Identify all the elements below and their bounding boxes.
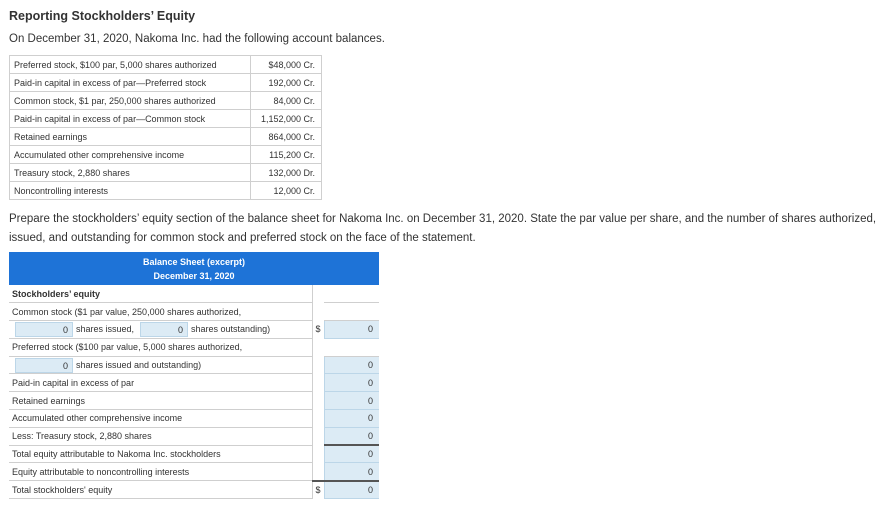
nci-row — [9, 463, 379, 481]
balance-row — [10, 164, 322, 182]
balance-account-label: Accumulated other comprehensive income — [10, 146, 251, 164]
preferred-shares-row — [9, 356, 379, 374]
aoci-label: Accumulated other comprehensive income — [9, 410, 312, 428]
balance-row — [10, 110, 322, 128]
balance-row — [10, 56, 322, 74]
apic-label: Paid-in capital in excess of par — [9, 374, 312, 392]
total-nakoma-row — [9, 445, 379, 463]
balance-account-label: Paid-in capital in excess of par—Common stock — [10, 110, 251, 128]
instructions-text: Prepare the stockholders’ equity section of the balance sheet for Nakoma Inc. on December 31, 2020. State the par value per share, and the number of shares authorized, issued, and outstanding for common stock and preferred stock on the face of the statement. — [9, 213, 877, 244]
balance-amount: 132,000 Dr. — [251, 164, 322, 182]
common-shares-issued-input[interactable]: 0 — [15, 322, 73, 337]
balance-amount: 84,000 Cr. — [251, 92, 322, 110]
balance-account-label: Retained earnings — [10, 128, 251, 146]
common-stock-amount-input[interactable]: 0 — [324, 321, 379, 339]
problem-heading: Reporting Stockholders’ Equity — [9, 9, 196, 23]
balance-row — [10, 146, 322, 164]
balance-row — [10, 74, 322, 92]
preferred-stock-row — [9, 338, 379, 356]
common-dollar-sign: $ — [315, 324, 321, 335]
treasury-stock-amount-input[interactable]: 0 — [324, 427, 379, 445]
apic-amount-input[interactable]: 0 — [324, 374, 379, 392]
nci-amount-input[interactable]: 0 — [324, 463, 379, 481]
treasury-stock-label: Less: Treasury stock, 2,880 shares — [9, 427, 312, 445]
account-balances-table — [9, 55, 322, 200]
balance-amount: 192,000 Cr. — [251, 74, 322, 92]
retained-earnings-label: Retained earnings — [9, 392, 312, 410]
preferred-stock-label: Preferred stock ($100 par value, 5,000 shares authorized, — [9, 338, 312, 356]
balance-sheet-title: Balance Sheet (excerpt) — [142, 257, 246, 267]
balance-row — [10, 182, 322, 200]
total-equity-label: Total stockholders' equity — [9, 481, 312, 499]
total-equity-row — [9, 481, 379, 499]
preferred-shares-label: shares issued and outstanding) — [76, 360, 202, 371]
common-stock-row — [9, 303, 379, 321]
total-equity-amount-input[interactable]: 0 — [324, 481, 379, 499]
balance-sheet-table — [9, 285, 379, 499]
balance-amount: 1,152,000 Cr. — [251, 110, 322, 128]
retained-earnings-amount-input[interactable]: 0 — [324, 392, 379, 410]
section-label: Stockholders’ equity — [9, 285, 312, 303]
section-row — [9, 285, 379, 303]
balance-row — [10, 128, 322, 146]
balance-amount: 115,200 Cr. — [251, 146, 322, 164]
balance-amount: $48,000 Cr. — [251, 56, 322, 74]
common-shares-issued-label: shares issued, — [76, 324, 135, 335]
aoci-amount-input[interactable]: 0 — [324, 410, 379, 428]
balance-sheet-header — [9, 252, 379, 285]
balance-amount: 864,000 Cr. — [251, 128, 322, 146]
common-stock-label: Common stock ($1 par value, 250,000 shares authorized, — [9, 303, 312, 321]
nci-label: Equity attributable to noncontrolling interests — [9, 463, 312, 481]
aoci-row — [9, 410, 379, 428]
balance-sheet-date: December 31, 2020 — [153, 271, 235, 281]
preferred-shares-input[interactable]: 0 — [15, 358, 73, 373]
balance-account-label: Paid-in capital in excess of par—Preferred stock — [10, 74, 251, 92]
balance-account-label: Noncontrolling interests — [10, 182, 251, 200]
balance-amount: 12,000 Cr. — [251, 182, 322, 200]
common-shares-outstanding-label: shares outstanding) — [191, 324, 271, 335]
balance-account-label: Preferred stock, $100 par, 5,000 shares authorized — [10, 56, 251, 74]
retained-earnings-row — [9, 392, 379, 410]
balance-account-label: Common stock, $1 par, 250,000 shares authorized — [10, 92, 251, 110]
preferred-stock-amount-input[interactable]: 0 — [324, 356, 379, 374]
intro-text: On December 31, 2020, Nakoma Inc. had the following account balances. — [9, 33, 385, 45]
common-shares-row — [9, 321, 379, 339]
common-shares-outstanding-input[interactable]: 0 — [140, 322, 188, 337]
treasury-stock-row — [9, 427, 379, 445]
total-nakoma-amount-input[interactable]: 0 — [324, 445, 379, 463]
balance-sheet-form — [9, 252, 379, 499]
balance-account-label: Treasury stock, 2,880 shares — [10, 164, 251, 182]
total-nakoma-label: Total equity attributable to Nakoma Inc. stockholders — [9, 445, 312, 463]
total-dollar-sign: $ — [312, 481, 324, 499]
balance-row — [10, 92, 322, 110]
apic-row — [9, 374, 379, 392]
